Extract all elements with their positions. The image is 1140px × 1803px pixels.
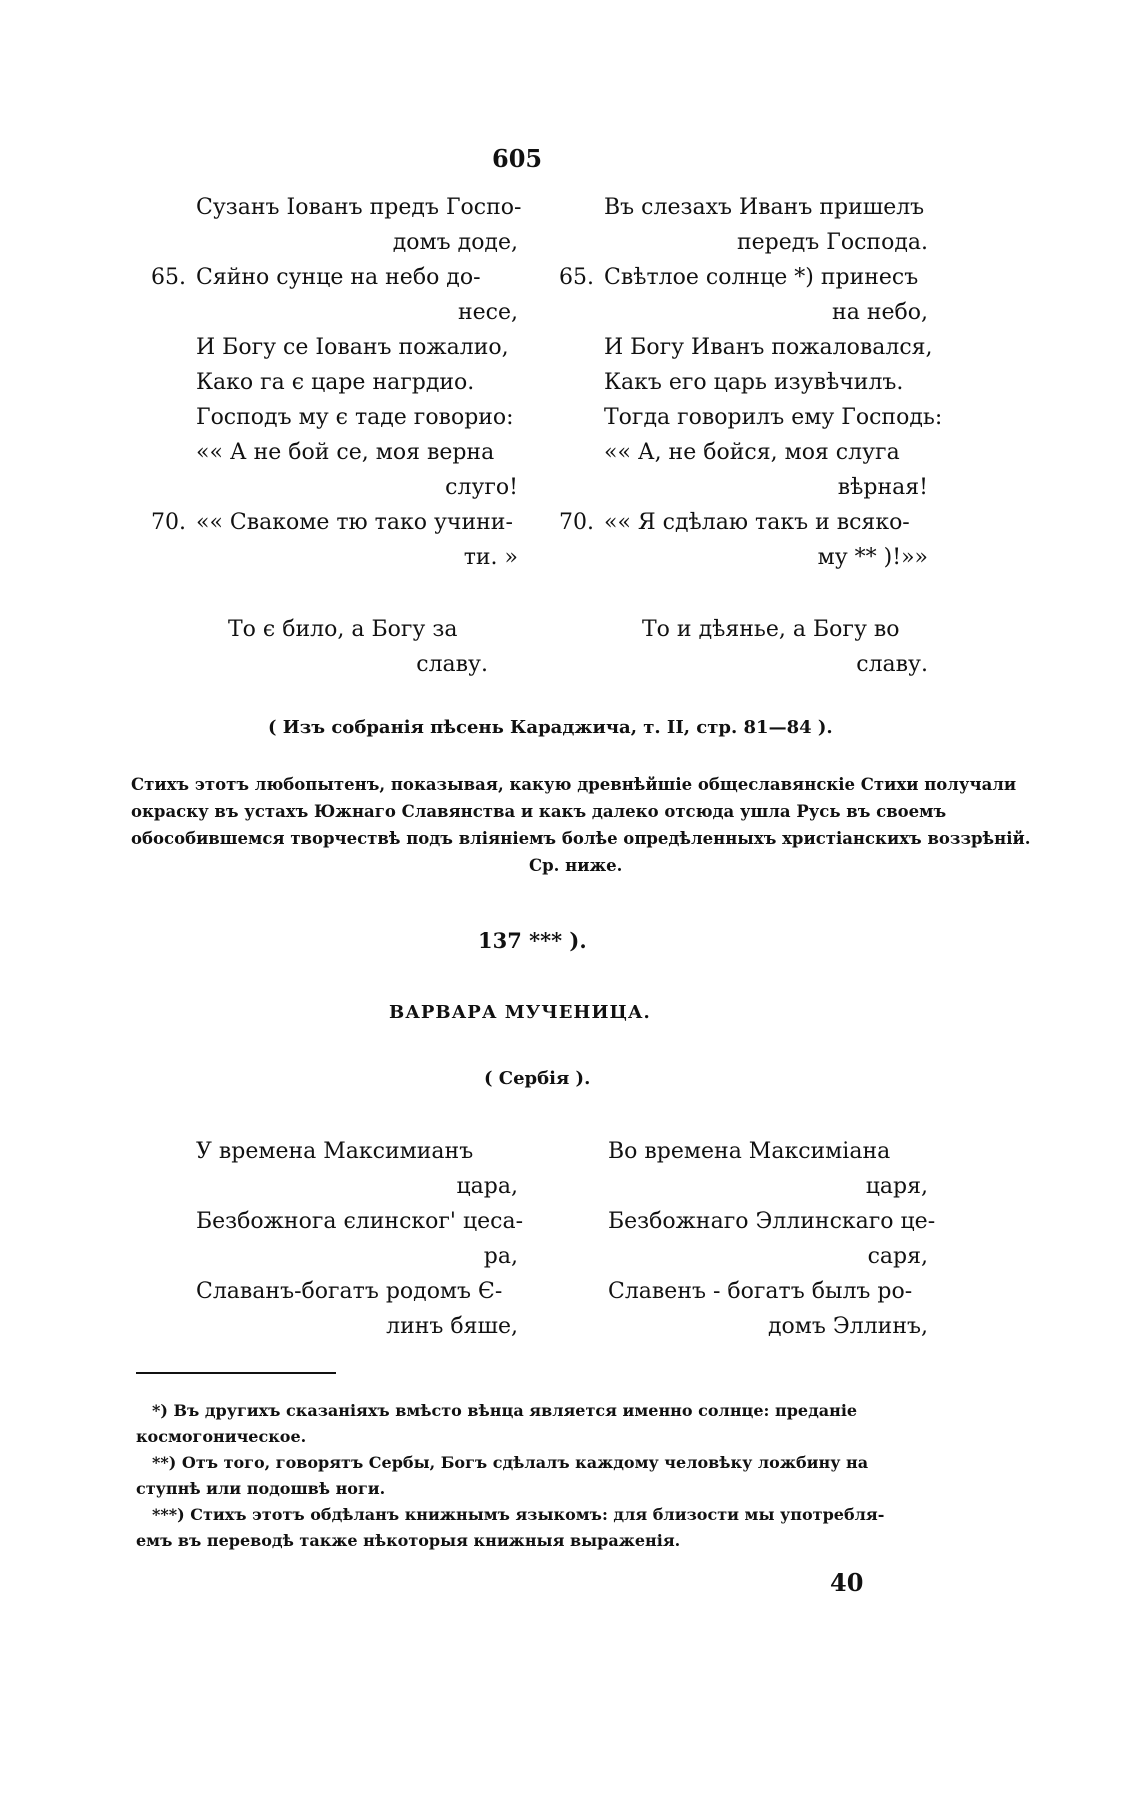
verse-line (556, 330, 933, 365)
footnotes (136, 1398, 936, 1554)
footnote-1-cont: космогоническое. (136, 1427, 307, 1446)
verse-line (556, 225, 928, 260)
footnote-1: *) Въ другихъ сказаніяхъ вмѣсто вѣнца является именно солнце: преданіе (152, 1401, 858, 1420)
verse-line (608, 1134, 928, 1169)
verse-text: Славенъ - богатъ былъ ро- (608, 1279, 913, 1304)
poem2-right-column (608, 1134, 936, 1344)
verse-line (148, 435, 518, 470)
verse-line (556, 295, 928, 330)
ending-right-line-1: То и дѣянье, а Богу во (642, 617, 900, 642)
verse-text: му ** )!»» (817, 545, 928, 570)
verse-text: У времена Максимианъ (196, 1139, 474, 1164)
note-line: Ср. ниже. (529, 856, 623, 875)
verse-text: ти. » (463, 545, 518, 570)
verse-line (196, 1204, 524, 1239)
verse-text: царя, (865, 1174, 928, 1199)
verse-line (556, 540, 928, 575)
verse-text: И Богу Иванъ пожаловался, (604, 335, 933, 360)
verse-line (148, 470, 518, 505)
editorial-note (131, 771, 1030, 879)
verse-line (556, 365, 928, 400)
verse-text: Тогда говорилъ ему Господь: (604, 405, 943, 430)
poem2-subtitle: ( Сербія ). (484, 1068, 591, 1089)
verse-text: «« Я сдѣлаю такъ и всяко- (604, 510, 910, 535)
source-citation: ( Изъ собранія пѣсень Караджича, т. II, стр. 81—84 ). (268, 717, 833, 738)
verse-text: Во времена Максиміана (608, 1139, 891, 1164)
verse-line (196, 1274, 518, 1309)
verse-line (608, 1239, 928, 1274)
note-line: обособившемся творчествѣ подъ вліяніемъ болѣе опредѣленныхъ христіанскихъ воззрѣній. (131, 829, 1031, 848)
verse-line (556, 435, 928, 470)
verse-text: передъ Господа. (736, 230, 928, 255)
verse-line (148, 365, 518, 400)
poem1-right-column (556, 190, 943, 575)
verse-line (608, 1204, 936, 1239)
ending-left-line-1: То є било, а Богу за (228, 617, 458, 642)
verse-line (556, 190, 928, 225)
poem2-title: ВАРВАРА МУЧЕНИЦА. (389, 1002, 651, 1023)
verse-text: саря, (867, 1244, 928, 1269)
verse-line (608, 1169, 928, 1204)
verse-text: «« А не бой се, моя верна (196, 440, 495, 465)
verse-text: Сузанъ Іованъ предъ Госпо- (196, 195, 522, 220)
verse-line (556, 470, 928, 505)
note-line: окраску въ устахъ Южнаго Славянства и какъ далеко отсюда ушла Русь въ своемъ (131, 802, 947, 821)
verse-text: Въ слезахъ Иванъ пришелъ (604, 195, 925, 220)
verse-line (196, 1169, 518, 1204)
verse-line (608, 1309, 928, 1344)
line-number: 70. (151, 510, 186, 535)
verse-text: цара, (456, 1174, 518, 1199)
footnote-2-cont: ступнѣ или подошвѣ ноги. (136, 1479, 386, 1498)
verse-text: Господъ му є таде говорио: (196, 405, 514, 430)
verse-line (148, 295, 518, 330)
verse-line (148, 540, 518, 575)
verse-line (148, 505, 518, 540)
poem1-left-column (148, 190, 522, 575)
verse-line (608, 1274, 928, 1309)
poem1-ending-right (556, 612, 928, 682)
verse-text: вѣрная! (837, 475, 928, 500)
verse-line (148, 190, 522, 225)
verse-line (148, 330, 518, 365)
verse-text: Свѣтлое солнце *) принесъ (604, 265, 919, 290)
line-number: 70. (559, 510, 594, 535)
line-number: 65. (559, 265, 594, 290)
verse-text: Сяйно сунце на небо до- (196, 265, 481, 290)
verse-text: слуго! (445, 475, 518, 500)
printer-signature: 40 (830, 1568, 864, 1597)
poem1-ending-left (148, 612, 518, 682)
verse-text: линъ бяше, (386, 1314, 518, 1339)
ending-right-line-2: славу. (856, 652, 928, 677)
verse-text: «« Свакоме тю тако учини- (196, 510, 513, 535)
verse-text: домъ Эллинъ, (768, 1314, 928, 1339)
verse-text: домъ доде, (392, 230, 518, 255)
footnote-2: **) Отъ того, говорятъ Сербы, Богъ сдѣлалъ каждому человѣку ложбину на (152, 1453, 869, 1472)
poem2-number: 137 *** ). (478, 928, 587, 953)
verse-text: несе, (457, 300, 518, 325)
verse-text: Какъ его царь изувѣчилъ. (604, 370, 904, 395)
verse-line (196, 1134, 518, 1169)
verse-line (196, 1309, 518, 1344)
footnote-divider (136, 1372, 336, 1374)
verse-line (556, 260, 928, 295)
verse-line (556, 505, 928, 540)
verse-text: ра, (483, 1244, 518, 1269)
page-number: 605 (492, 144, 543, 173)
verse-text: Безбожнога єлинског' цеса- (196, 1209, 524, 1234)
verse-line (148, 260, 518, 295)
verse-line (556, 400, 943, 435)
verse-text: Како га є царе нагрдио. (196, 370, 475, 395)
verse-text: на небо, (832, 300, 928, 325)
verse-text: И Богу се Іованъ пожалио, (196, 335, 509, 360)
verse-line (148, 400, 518, 435)
ending-left-line-2: славу. (416, 652, 488, 677)
verse-text: Славанъ-богатъ родомъ Є- (196, 1279, 503, 1304)
note-line: Стихъ этотъ любопытенъ, показывая, какую древнѣйшіе общеславянскіе Стихи получали (131, 775, 1017, 794)
verse-text: Безбожнаго Эллинскаго це- (608, 1209, 936, 1234)
footnote-3-cont: емъ въ переводѣ также нѣкоторыя книжныя выраженія. (136, 1531, 681, 1550)
poem2-left-column (196, 1134, 524, 1344)
line-number: 65. (151, 265, 186, 290)
footnote-3: ***) Стихъ этотъ обдѣланъ книжнымъ языкомъ: для близости мы употребля- (152, 1505, 885, 1524)
verse-line (148, 225, 518, 260)
verse-text: «« А, не бойся, моя слуга (604, 440, 900, 465)
verse-line (196, 1239, 518, 1274)
